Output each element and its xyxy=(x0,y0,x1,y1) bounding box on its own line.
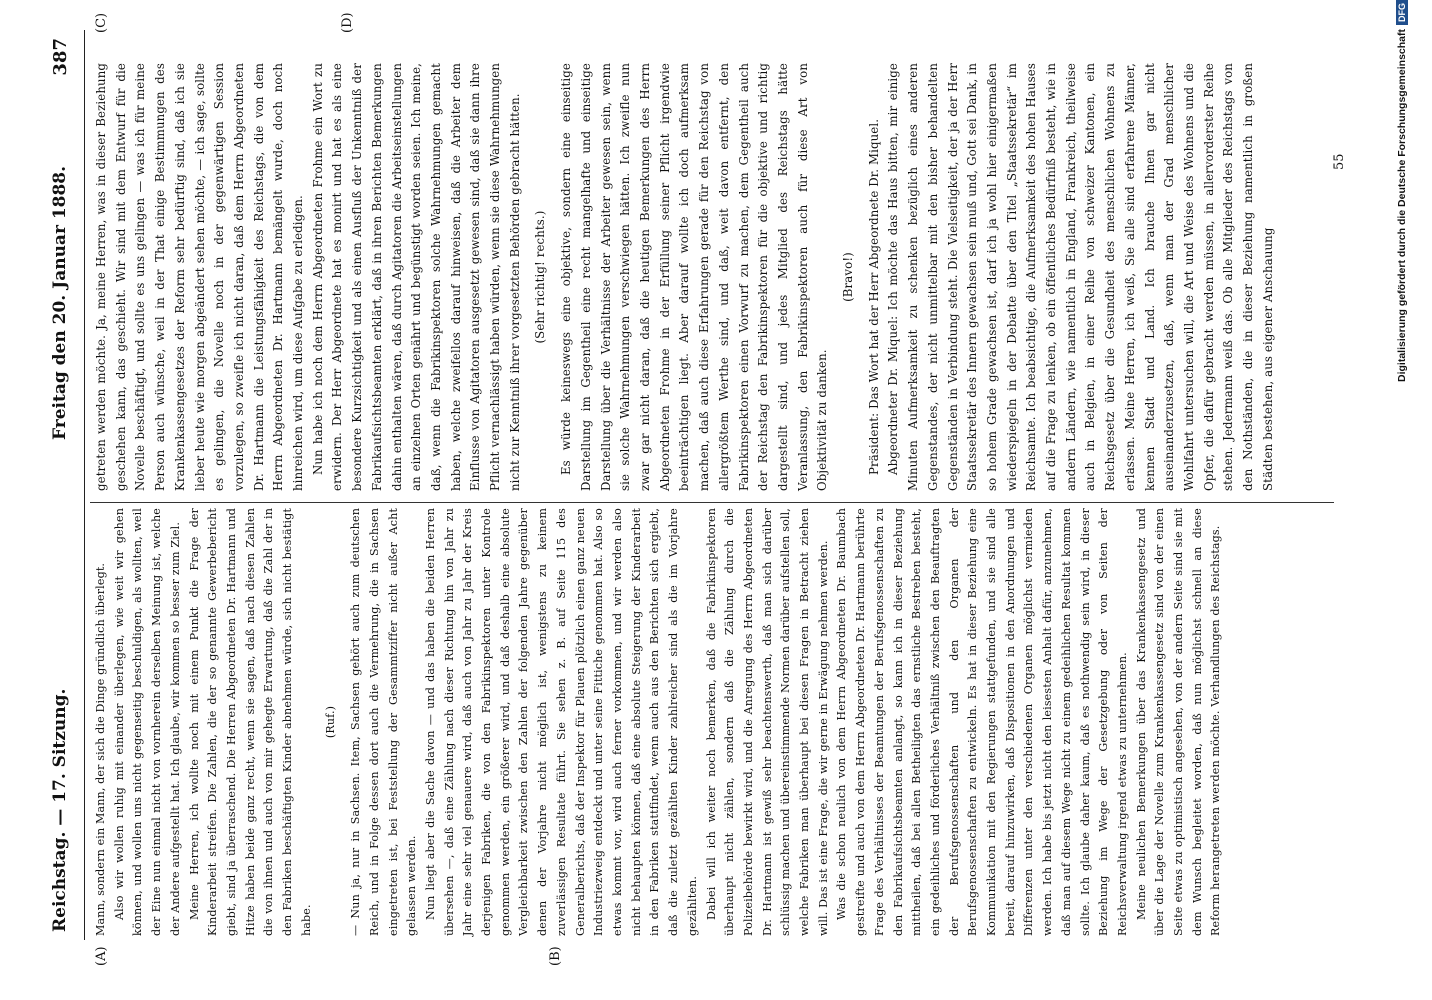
credit-text: Digitalisierung gefördert durch die Deutsche Forschungsgemeinschaft xyxy=(1396,29,1408,382)
header-rule xyxy=(84,30,85,940)
interjection: (Bravo!) xyxy=(841,252,856,302)
margin-marker-c: (C) xyxy=(94,12,109,33)
margin-marker-d: (D) xyxy=(340,12,355,33)
paragraph: Abgeordneter Dr. Miquel: Ich möchte das Haus bitten, mir einige Minuten Aufmerksamkeit zu schenken bezüglich eines anderen Gegenstandes, der nicht unmittelbar mit den bisher behandelten Gegenständen in Verbindung steht. Die Vielseitigkeit, der ja der Herr Staatssekretär des Innern gewachsen sein muß und, Gott sei Dank, in so hohem Grade gewachsen ist, darf ich ja wohl hier einigermaßen wiederspiegeln in der Debatte über den Titel „Staatssekretär“ im Reichsamte. Ich beabsichtige, die Aufmerksamkeit des hohen Hauses auf die Frage zu lenken, ob ein öffentliches Bedürfniß besteht, wie in andern Ländern, wie namentlich in England, Frankreich, theilweise auch in Belgien, in einer Reihe von schweizer Kantonen, ein Reichsgesetz über die Gesundheit des menschlichen Wohnens zu erlassen. Meine Herren, ich weiß, Sie alle sind erfahrene Männer, kennen Stadt und Land. Ich brauche Ihnen gar nicht auseinanderzusetzen, daß, wenn man der Grad menschlicher Wohlfahrt untersuchen will, die Art und Weise des Wohnens und die Opfer, die dafür gebracht werden müssen, in allervorderster Reihe stehen. Jedermann weiß das. Ob alle Mitglieder des Reichstags von den Nothständen, die in dieser Beziehung namentlich in großen Städten bestehen, aus eigener Anschauung xyxy=(886,63,1275,491)
header-left: Reichstag. — 17. Sitzung. xyxy=(50,688,70,932)
paragraph: Mann, sondern ein Mann, der sich die Dinge gründlich überlegt. xyxy=(94,562,107,936)
column-divider xyxy=(90,502,1334,503)
digitization-credit xyxy=(1396,0,1408,520)
paragraph: Es würde keineswegs eine objektive, sondern eine einseitige Darstellung im Gegentheil eine recht mangelhafte und einseitige Darstellung über die Verhältnisse der Arbeiter gewesen sein, wenn sie solche Wahrnehmungen verschwiegen hätten. Ich zweifle nun zwar gar nicht daran, daß die heutigen Bemerkungen des Herrn Abgeordneten Frohme in der Erfüllung seiner Pflicht irgendwie beeinträchtigen liegt. Aber darauf wollte ich doch aufmerksam machen, daß auch diese Erfahrungen gerade für den Reichstag von allergrößtem Werthe sind, und daß, weit davon entfernt, den Fabrikinspektoren einen Vorwurf zu machen, dem Gegentheil auch der Reichstag den Fabrikinspektoren für die objektive und richtig dargestellt sind, und jedes Mitglied des Reichstags hätte Veranlassung, den Fabrikinspektoren auch für diese Art von Objektivität zu danken. xyxy=(559,63,830,491)
paragraph: Meine neulichen Bemerkungen über das Krankenkassengesetz und über die Lage der Novelle zum Krankenkassengesetz sind von der einen Seite etwas zu optimistisch angesehen, von der andern Seite sind sie mit dem Wunsch begleitet worden, daß nun möglichst schnell an diese Reform herangetreten werden möchte. Verhandlungen des Reichstags. xyxy=(1134,508,1223,936)
paragraph: Präsident: Das Wort hat der Herr Abgeordnete Dr. Miquel. xyxy=(866,118,881,475)
paragraph: Also wir wollen ruhig mit einander überlegen, wie weit wir gehen können, und wollen uns nicht gegenseitig beschuldigen, als wollten, weil der Eine nun einmal nicht von vornherein derselben Meinung ist, welche der Andere aufgestellt hat. Ich glaube, wir kommen so besser zum Ziel. xyxy=(112,508,182,936)
paragraph: Dabei will ich weiter noch bemerken, daß die Fabrikinspektoren überhaupt nicht zählen, sondern daß die Zählung durch die Polizeibehörde bewirkt wird, und die Anregung des Herrn Abgeordneten Dr. Hartmann ist gewiß sehr beachtenswerth, daß man sich darüber schlüssig machen und übereinstimmende Normen darüber aufstellen soll, welche Fabriken man überhaupt bei diesen Fragen in Betracht ziehen will. Das ist eine Frage, die wir gerne in Erwägung nehmen werden. xyxy=(704,508,830,936)
left-column xyxy=(92,508,1226,936)
interjection: (Ruf.) xyxy=(324,705,338,739)
paragraph: Was die schon neulich von dem Herrn Abgeordneten Dr. Baumbach gestreifte und auch von dem Herrn Abgeordneten Dr. Hartmann berührte Frage des Verhältnisses der Beamtungen der Berufsgenossenschaften zu den Fabrikaufsichtsbeamten anlangt, so kann ich in dieser Beziehung mittheilen, daß bei allen Betheiligten das ernstliche Bestreben besteht, ein gedeihliches und förderliches Verhältniß zwischen den Beauftragten der Berufsgenossenschaften und den Organen der Berufsgenossenschaften zu entwickeln. Es hat in dieser Beziehung eine Kommunikation mit den Regierungen stattgefunden, und sie sind alle bereit, darauf hinzuwirken, daß Dispositionen in den Anordnungen und Differenzen unter den verschiedenen Organen möglichst vermieden werden. Ich habe bis jetzt nicht den leisesten Anhalt dafür, anzunehmen, daß man auf diesem Wege nicht zu einem gedeihlichen Resultat kommen sollte. Ich glaube daher kaum, daß es nothwendig sein wird, in dieser Beziehung im Wege der Gesetzgebung oder von Seiten der Reichsverwaltung irgend etwas zu unternehmen. xyxy=(835,508,1129,936)
margin-marker-a: (A) xyxy=(94,946,109,966)
footer-number: 55 xyxy=(1332,153,1347,170)
interjection: (Sehr richtig! rechts.) xyxy=(533,210,548,344)
paragraph: Nun liegt aber die Sache davon — und das haben die beiden Herren übersehen —, daß eine Zählung nach dieser Richtung hin von Jahr zu Jahr eine sehr viel genauere wird, daß auch von Jahr zu Jahr der Kreis derjenigen Fabriken, die von den Fabrikinspektoren unter Kontrole genommen werden, ein größerer wird, und daß deshalb eine absolute Vergleichbarkeit zwischen den Zahlen der folgenden Jahre gegenüber denen der Vorjahre nicht möglich ist, wenigstens zu keinem zuverlässigen Resultate führt. Sie sehen z. B. auf Seite 115 des Generalberichts, daß der Inspektor für Plauen plötzlich einen ganz neuen Industriezweig entdeckt und unter seine Fittiche genommen hat. Also so etwas kommt vor, wird auch ferner vorkommen, und wir werden also nicht behaupten können, daß eine absolute Steigerung der Kinderarbeit in den Fabriken stattfindet, wenn auch aus den Berichten sich ergiebt, daß die zuletzt gezählten Kinder zahlreicher sind als die im Vorjahre gezählten. xyxy=(423,508,699,936)
paragraph: — Nun ja, nur in Sachsen. Item, Sachsen gehört auch zum deutschen Reich, und in Folge dessen dort auch die Vermehrung, die in Sachsen eingetreten ist, bei Feststellung der Gesammtziffer nicht außer Acht gelassen werden. xyxy=(349,508,419,936)
header-date: Freitag den 20. Januar 1888. xyxy=(50,165,70,440)
page-number: 387 xyxy=(50,38,71,76)
margin-marker-b: (B) xyxy=(548,946,563,966)
paragraph: getreten werden möchte. Ja, meine Herren, was in dieser Beziehung geschehen kann, das geschieht. Wir sind mit dem Entwurf für die Novelle beschäftigt, und sollte es uns gelingen — was ich für meine Person auch wünsche, weil in der That einige Bestimmungen des Krankenkassengesetzes der Reform sehr bedürftig sind, daß ich sie lieber heute wie morgen abgeändert sehen möchte, — ich sage, sollte es gelingen, die Novelle noch in der gegenwärtigen Session vorzulegen, so zweifle ich nicht daran, daß dem Herrn Abgeordneten Dr. Hartmann die Leistungsfähigkeit des Reichstags, die von dem Herrn Abgeordneten Dr. Hartmann bemängelt wurde, doch noch hinreichen wird, um diese Aufgabe zu erledigen. xyxy=(94,63,306,491)
dfg-logo: DFG xyxy=(1396,0,1408,25)
right-column xyxy=(92,63,1278,491)
paragraph: Nun habe ich noch dem Herrn Abgeordneten Frohme ein Wort zu erwidern. Der Herr Abgeordnete hat es monirt und hat es als eine besondere Kurzsichtigkeit und als einen Ausfluß der Unkenntniß der Fabrikaufsichtsbeamten erklärt, daß in ihren Berichten Bemerkungen dahin enthalten wären, daß durch Agitatoren die Arbeitseinstellungen an einzelnen Orten genährt und begünstigt worden seien. Ich meine, daß, wenn die Fabrikinspektoren solche Wahrnehmungen gemacht haben, welche zweifellos darauf hinweisen, daß die Arbeiter dem Einflusse von Agitatoren ausgesetzt gewesen sind, daß sie dann ihre Pflicht vernachlässigt haben würden, wenn sie diese Wahrnehmungen nicht zur Kenntniß ihrer vorgesetzten Behörden gebracht hätten. xyxy=(310,63,522,491)
paragraph: Meine Herren, ich wollte noch mit einem Punkt die Frage der Kinderarbeit streifen. Die Zahlen, die der so genannte Gewerbebericht giebt, sind ja überraschend. Die Herren Abgeordneten Dr. Hartmann und Hitze haben beide ganz recht, wenn sie sagen, daß nach diesen Zahlen die von ihnen und auch von mir gehegte Erwartung, daß die Zahl der in den Fabriken beschäftigten Kinder abnehmen würde, sich nicht bestätigt habe. xyxy=(187,508,313,936)
